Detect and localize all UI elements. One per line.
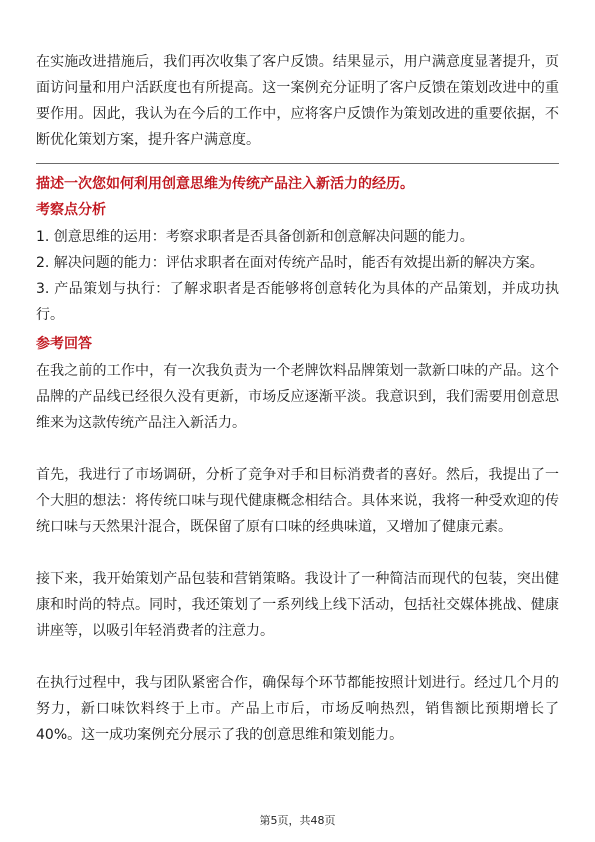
analysis-heading: 考察点分析 — [36, 202, 106, 218]
paragraph-spacer — [36, 436, 559, 462]
analysis-item: 2. 解决问题的能力：评估求职者在面对传统产品时，能否有效提出新的解决方案。 — [36, 255, 544, 271]
answer-paragraph: 在我之前的工作中，有一次我负责为一个老牌饮料品牌策划一款新口味的产品。这个品牌的产品线已经很久没有更新，市场反应逐渐平淡。我意识到，我们需要用创意思维来为这款传统产品注入新活力。 — [36, 363, 559, 431]
answer-paragraph: 接下来，我开始策划产品包装和营销策略。我设计了一种简洁而现代的包装，突出健康和时尚的特点。同时，我还策划了一系列线上线下活动，包括社交媒体挑战、健康讲座等，以吸引年轻消费者的注意力。 — [36, 571, 559, 639]
answer-heading: 参考回答 — [36, 336, 92, 352]
intro-paragraph: 在实施改进措施后，我们再次收集了客户反馈。结果显示，用户满意度显著提升，页面访问量和用户活跃度也有所提高。这一案例充分证明了客户反馈在策划改进中的重要作用。因此，我认为在今后的工作中，应将客户反馈作为策划改进的重要依据，不断优化策划方案，提升客户满意度。 — [36, 54, 559, 148]
answer-paragraph: 首先，我进行了市场调研，分析了竞争对手和目标消费者的喜好。然后，我提出了一个大胆的想法：将传统口味与现代健康概念相结合。具体来说，我将一种受欢迎的传统口味与天然果汁混合，既保留了原有口味的经典味道，又增加了健康元素。 — [36, 467, 559, 535]
page-number-footer: 第5页，共48页 — [259, 814, 336, 827]
analysis-item: 3. 产品策划与执行：了解求职者是否能够将创意转化为具体的产品策划，并成功执行。 — [36, 281, 559, 323]
paragraph-spacer — [36, 644, 559, 670]
section-divider — [36, 163, 559, 164]
question-title: 描述一次您如何利用创意思维为传统产品注入新活力的经历。 — [36, 176, 414, 192]
paragraph-spacer — [36, 540, 559, 566]
answer-paragraph: 在执行过程中，我与团队紧密合作，确保每个环节都能按照计划进行。经过几个月的努力，新口味饮料终于上市。产品上市后，市场反响热烈，销售额比预期增长了40%。这一成功案例充分展示了我的创意思维和策划能力。 — [36, 675, 559, 743]
analysis-item: 1. 创意思维的运用：考察求职者是否具备创新和创意解决问题的能力。 — [36, 229, 474, 245]
page-content — [36, 49, 559, 748]
